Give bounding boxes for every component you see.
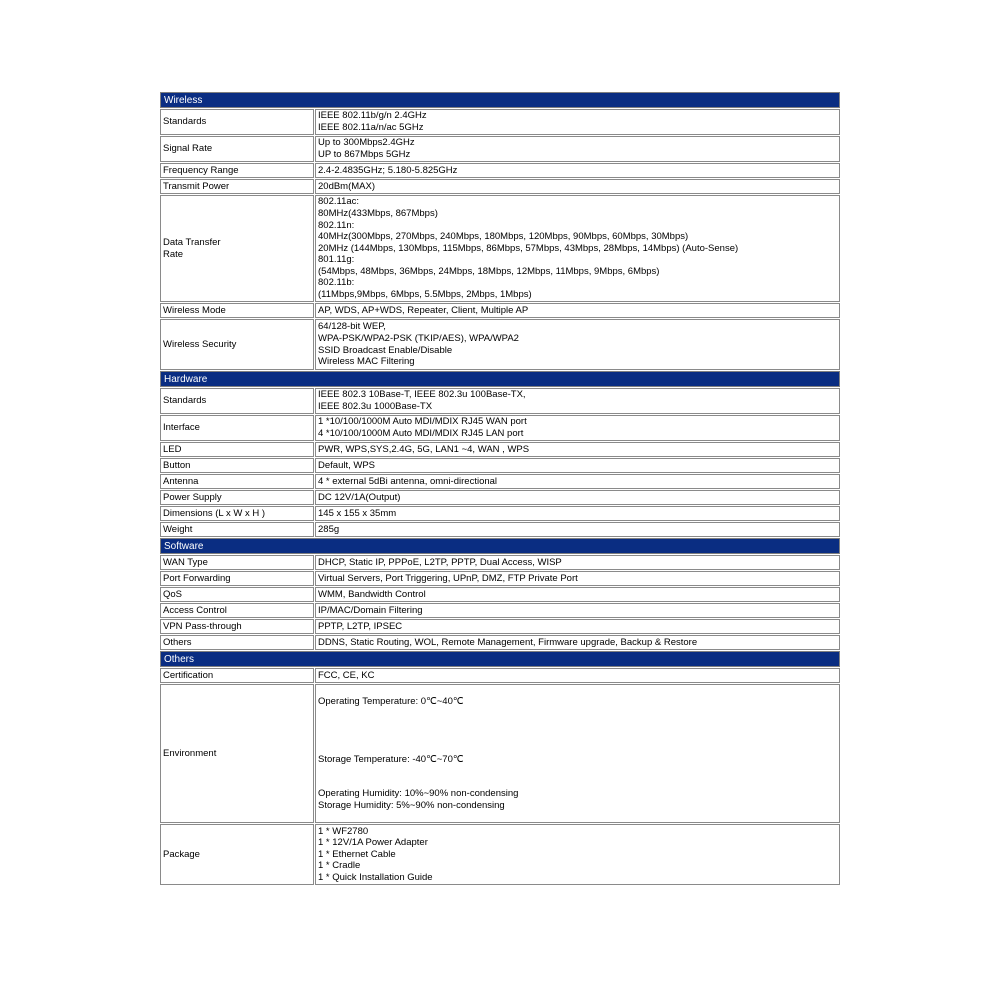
spec-value-cell xyxy=(315,490,840,505)
spec-value: DC 12V/1A(Output) xyxy=(318,491,401,503)
spec-value: DDNS, Static Routing, WOL, Remote Management, Firmware upgrade, Backup & Restore xyxy=(318,636,698,648)
section-software xyxy=(160,538,840,650)
spec-label-cell xyxy=(160,490,314,505)
spec-value: PWR, WPS,SYS,2.4G, 5G, LAN1 ~4, WAN , WPS xyxy=(318,443,530,455)
spec-row xyxy=(160,442,840,457)
spec-value: 1 *10/100/1000M Auto MDI/MDIX RJ45 WAN port 4 *10/100/1000M Auto MDI/MDIX RJ45 LAN port xyxy=(318,416,527,439)
spec-row xyxy=(160,522,840,537)
spec-value: WMM, Bandwidth Control xyxy=(318,588,426,600)
spec-label-cell xyxy=(160,458,314,473)
spec-label: QoS xyxy=(163,588,183,600)
spec-label-cell xyxy=(160,474,314,489)
spec-value: 4 * external 5dBi antenna, omni-directional xyxy=(318,475,498,487)
spec-value: Default, WPS xyxy=(318,459,376,471)
spec-label-cell xyxy=(160,506,314,521)
spec-label-cell xyxy=(160,109,314,135)
spec-value: AP, WDS, AP+WDS, Repeater, Client, Multiple AP xyxy=(318,304,529,316)
spec-value: IEEE 802.3 10Base-T, IEEE 802.3u 100Base-TX, IEEE 802.3u 1000Base-TX xyxy=(318,389,526,412)
spec-label-cell xyxy=(160,388,314,414)
spec-value: PPTP, L2TP, IPSEC xyxy=(318,620,403,632)
spec-label: Power Supply xyxy=(163,491,222,503)
spec-label-cell xyxy=(160,571,314,586)
spec-row xyxy=(160,619,840,634)
spec-label: Certification xyxy=(163,669,214,681)
spec-value: 64/128-bit WEP, WPA-PSK/WPA2-PSK (TKIP/AES), WPA/WPA2 SSID Broadcast Enable/Disable Wireless MAC Filtering xyxy=(318,321,519,368)
spec-row xyxy=(160,109,840,135)
spec-row xyxy=(160,824,840,885)
spec-label-cell xyxy=(160,442,314,457)
spec-label-cell xyxy=(160,163,314,178)
spec-label: Signal Rate xyxy=(163,143,213,155)
spec-value: 285g xyxy=(318,523,340,535)
spec-value-cell xyxy=(315,458,840,473)
spec-value-cell xyxy=(315,179,840,194)
spec-label: Antenna xyxy=(163,475,199,487)
spec-row xyxy=(160,506,840,521)
spec-value-cell xyxy=(315,415,840,441)
spec-value: DHCP, Static IP, PPPoE, L2TP, PPTP, Dual Access, WISP xyxy=(318,556,562,568)
spec-label-cell xyxy=(160,603,314,618)
spec-row xyxy=(160,319,840,370)
spec-value: 20dBm(MAX) xyxy=(318,180,376,192)
spec-value-cell xyxy=(315,506,840,521)
spec-row xyxy=(160,603,840,618)
spec-label-cell xyxy=(160,824,314,885)
spec-row xyxy=(160,571,840,586)
spec-value-cell xyxy=(315,571,840,586)
spec-label: Weight xyxy=(163,523,193,535)
spec-value: 2.4-2.4835GHz; 5.180-5.825GHz xyxy=(318,164,458,176)
spec-label-cell xyxy=(160,136,314,162)
spec-value-cell xyxy=(315,684,840,823)
spec-value: FCC, CE, KC xyxy=(318,669,375,681)
spec-value: 1 * WF2780 1 * 12V/1A Power Adapter 1 * Ethernet Cable 1 * Cradle 1 * Quick Installation Guide xyxy=(318,825,433,883)
spec-label: Button xyxy=(163,459,191,471)
spec-row xyxy=(160,587,840,602)
spec-row xyxy=(160,490,840,505)
spec-value-cell xyxy=(315,109,840,135)
spec-value: IP/MAC/Domain Filtering xyxy=(318,604,423,616)
spec-label: Frequency Range xyxy=(163,164,239,176)
spec-label-cell xyxy=(160,522,314,537)
spec-label: VPN Pass-through xyxy=(163,620,242,632)
spec-value-cell xyxy=(315,195,840,302)
spec-row xyxy=(160,163,840,178)
spec-label-cell xyxy=(160,668,314,683)
spec-label-cell xyxy=(160,684,314,823)
spec-row xyxy=(160,684,840,823)
spec-table xyxy=(160,92,840,886)
spec-label: WAN Type xyxy=(163,556,208,568)
spec-value-cell xyxy=(315,668,840,683)
spec-label: Wireless Mode xyxy=(163,304,226,316)
spec-value-cell xyxy=(315,303,840,318)
spec-value-cell xyxy=(315,824,840,885)
spec-row xyxy=(160,388,840,414)
spec-value-cell xyxy=(315,474,840,489)
spec-value-cell xyxy=(315,522,840,537)
spec-label: Port Forwarding xyxy=(163,572,231,584)
spec-label: Transmit Power xyxy=(163,180,230,192)
spec-value-cell xyxy=(315,136,840,162)
spec-label: Data Transfer Rate xyxy=(163,236,221,260)
spec-row xyxy=(160,555,840,570)
spec-row xyxy=(160,179,840,194)
spec-value: IEEE 802.11b/g/n 2.4GHz IEEE 802.11a/n/ac 5GHz xyxy=(318,110,427,133)
spec-row xyxy=(160,474,840,489)
spec-label: Interface xyxy=(163,422,200,434)
spec-label: Dimensions (L x W x H ) xyxy=(163,507,266,519)
spec-value-cell xyxy=(315,619,840,634)
spec-label: Standards xyxy=(163,395,207,407)
spec-value-cell xyxy=(315,442,840,457)
spec-label: Access Control xyxy=(163,604,227,616)
spec-value-cell xyxy=(315,163,840,178)
spec-label-cell xyxy=(160,195,314,302)
spec-row xyxy=(160,195,840,302)
section-header: Others xyxy=(160,651,840,667)
spec-row xyxy=(160,303,840,318)
spec-label-cell xyxy=(160,587,314,602)
spec-label-cell xyxy=(160,555,314,570)
section-hardware xyxy=(160,371,840,537)
spec-label: Others xyxy=(163,636,192,648)
spec-value: 145 x 155 x 35mm xyxy=(318,507,397,519)
section-others xyxy=(160,651,840,885)
spec-row xyxy=(160,668,840,683)
spec-row xyxy=(160,415,840,441)
spec-value: 802.11ac: 80MHz(433Mbps, 867Mbps) 802.11n: 40MHz(300Mbps, 270Mbps, 240Mbps, 180Mbps, 120Mbps, 90Mbps, 60Mbps, 30Mbps) 20MHz (144Mbps, 130Mbps, 115Mbps, 86Mbps, 57Mbps, 43Mbps, 28Mbps, 14Mbps) (Auto-Sense) 801.11g: (54Mbps, 48Mbps, 36Mbps, 24Mbps, 18Mbps, 12Mbps, 11Mbps, 9Mbps, 6Mbps) 802.11b: (11Mbps,9Mbps, 6Mbps, 5.5Mbps, 2Mbps, 1Mbps) xyxy=(318,196,739,301)
spec-value: Operating Temperature: 0℃~40℃ Storage Temperature: -40℃~70℃ Operating Humidity: 10%~90% non-condensing Storage Humidity: 5%~90% non-condensing xyxy=(318,695,519,811)
spec-label: Wireless Security xyxy=(163,338,237,350)
spec-value-cell xyxy=(315,555,840,570)
spec-value-cell xyxy=(315,635,840,650)
spec-row xyxy=(160,635,840,650)
spec-label: Standards xyxy=(163,116,207,128)
spec-label-cell xyxy=(160,619,314,634)
section-header: Hardware xyxy=(160,371,840,387)
spec-label: Environment xyxy=(163,747,217,759)
spec-value-cell xyxy=(315,388,840,414)
spec-label-cell xyxy=(160,179,314,194)
spec-value: Up to 300Mbps2.4GHz UP to 867Mbps 5GHz xyxy=(318,137,415,160)
spec-row xyxy=(160,136,840,162)
section-header: Software xyxy=(160,538,840,554)
spec-label-cell xyxy=(160,319,314,370)
spec-label-cell xyxy=(160,303,314,318)
spec-label-cell xyxy=(160,635,314,650)
spec-label: Package xyxy=(163,848,200,860)
spec-label-cell xyxy=(160,415,314,441)
spec-label: LED xyxy=(163,443,182,455)
spec-row xyxy=(160,458,840,473)
spec-value-cell xyxy=(315,603,840,618)
spec-value: Virtual Servers, Port Triggering, UPnP, DMZ, FTP Private Port xyxy=(318,572,578,584)
section-wireless xyxy=(160,92,840,370)
spec-value-cell xyxy=(315,587,840,602)
spec-value-cell xyxy=(315,319,840,370)
section-header: Wireless xyxy=(160,92,840,108)
